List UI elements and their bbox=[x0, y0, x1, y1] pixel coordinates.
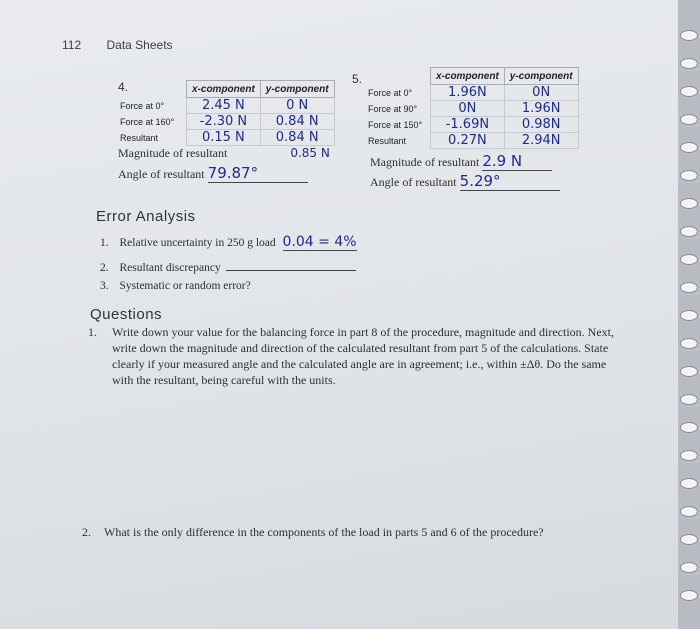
part4-table bbox=[116, 80, 335, 146]
binding-ring bbox=[680, 226, 698, 237]
question-2-text: What is the only difference in the components of the load in parts 5 and 6 of the procedure? bbox=[104, 525, 544, 539]
binding-ring bbox=[680, 198, 698, 209]
binding-ring bbox=[680, 170, 698, 181]
part5-table bbox=[364, 67, 579, 149]
binding-ring bbox=[680, 338, 698, 349]
binding-ring bbox=[680, 282, 698, 293]
item-number: 1. bbox=[100, 237, 109, 249]
page-number: 112 bbox=[62, 38, 82, 52]
cell-y: 0N bbox=[504, 85, 578, 101]
part4-number: 4. bbox=[118, 80, 129, 94]
table-row bbox=[116, 114, 334, 130]
item-answer-blank bbox=[226, 258, 356, 271]
part5-header-y: y-component bbox=[504, 68, 578, 85]
binding-ring bbox=[680, 114, 698, 125]
item-text: Relative uncertainty in 250 g load bbox=[119, 237, 276, 249]
cell-x: -2.30 N bbox=[187, 114, 261, 130]
error-item-2 bbox=[100, 258, 356, 274]
item-answer: 0.04 = 4% bbox=[282, 234, 357, 250]
cell-x: 2.45 N bbox=[187, 98, 261, 114]
questions-title: Questions bbox=[90, 306, 163, 323]
item-text: Resultant discrepancy bbox=[119, 262, 221, 274]
row-label: Force at 0° bbox=[368, 87, 413, 98]
binding-ring bbox=[680, 562, 698, 573]
question-1-text: Write down your value for the balancing force in part 8 of the procedure, magnitude and direction. Next, write down the magnitude and direction of the calculated resultant from part 5 of the calculations. State clearly if your measured angle and the calculated angle are in agreement; i.e., within ±Δθ. Do the same with the resultant, being careful with the units. bbox=[112, 325, 615, 387]
part4-angle-line bbox=[118, 164, 308, 183]
row-label: Resultant bbox=[368, 135, 407, 146]
question-1-number: 1. bbox=[88, 325, 97, 339]
magnitude-label: Magnitude of resultant bbox=[370, 155, 480, 169]
binding-ring bbox=[680, 450, 698, 461]
row-label: Force at 0° bbox=[120, 100, 165, 111]
angle-value: 5.29° bbox=[460, 172, 560, 191]
binding-ring bbox=[680, 142, 698, 153]
magnitude-value: 0.85 N bbox=[290, 146, 330, 160]
page-header bbox=[62, 38, 173, 52]
cell-y: 0.98N bbox=[504, 117, 578, 133]
binding-ring bbox=[680, 422, 698, 433]
error-item-3 bbox=[100, 280, 251, 292]
cell-y: 2.94N bbox=[504, 133, 578, 149]
binding-ring bbox=[680, 506, 698, 517]
binding-ring bbox=[680, 590, 698, 601]
part4-header-y: y-component bbox=[260, 81, 334, 98]
binding-ring bbox=[680, 534, 698, 545]
cell-y: 0.84 N bbox=[260, 114, 334, 130]
binding-ring bbox=[680, 310, 698, 321]
item-number: 3. bbox=[100, 280, 109, 292]
cell-x: 1.96N bbox=[431, 85, 505, 101]
binding-ring bbox=[680, 254, 698, 265]
binding-ring bbox=[680, 30, 698, 41]
binding-ring bbox=[680, 478, 698, 489]
binding-ring bbox=[680, 394, 698, 405]
item-number: 2. bbox=[100, 262, 109, 274]
row-label: Force at 160° bbox=[120, 116, 175, 127]
row-label: Force at 150° bbox=[368, 119, 423, 130]
error-analysis-title: Error Analysis bbox=[96, 208, 196, 225]
part4-magnitude-line bbox=[118, 146, 330, 161]
binding-ring bbox=[680, 58, 698, 69]
angle-label: Angle of resultant bbox=[118, 167, 205, 181]
item-text: Systematic or random error? bbox=[119, 280, 251, 292]
cell-y: 1.96N bbox=[504, 101, 578, 117]
magnitude-value: 2.9 N bbox=[482, 152, 552, 171]
table-row bbox=[116, 98, 334, 114]
part5-angle-line bbox=[370, 172, 560, 191]
table-row bbox=[364, 85, 578, 101]
cell-x: 0.15 N bbox=[187, 130, 261, 146]
table-row bbox=[364, 117, 578, 133]
row-label: Force at 90° bbox=[368, 103, 418, 114]
part5-number: 5. bbox=[352, 72, 363, 86]
question-2-number: 2. bbox=[82, 525, 91, 539]
part4-header-x: x-component bbox=[187, 81, 261, 98]
angle-label: Angle of resultant bbox=[370, 175, 457, 189]
binding-ring bbox=[680, 366, 698, 377]
part5-magnitude-line bbox=[370, 152, 552, 171]
spiral-binding bbox=[678, 0, 700, 629]
magnitude-label: Magnitude of resultant bbox=[118, 146, 228, 160]
table-row bbox=[364, 133, 578, 149]
cell-y: 0 N bbox=[260, 98, 334, 114]
cell-x: 0.27N bbox=[431, 133, 505, 149]
page-title: Data Sheets bbox=[106, 38, 173, 52]
row-label: Resultant bbox=[120, 132, 159, 143]
cell-x: -1.69N bbox=[431, 117, 505, 133]
angle-value: 79.87° bbox=[208, 164, 308, 183]
table-row bbox=[364, 101, 578, 117]
cell-y: 0.84 N bbox=[260, 130, 334, 146]
cell-x: 0N bbox=[431, 101, 505, 117]
binding-ring bbox=[680, 86, 698, 97]
part5-header-x: x-component bbox=[431, 68, 505, 85]
error-item-1 bbox=[100, 234, 357, 251]
table-row bbox=[116, 130, 334, 146]
